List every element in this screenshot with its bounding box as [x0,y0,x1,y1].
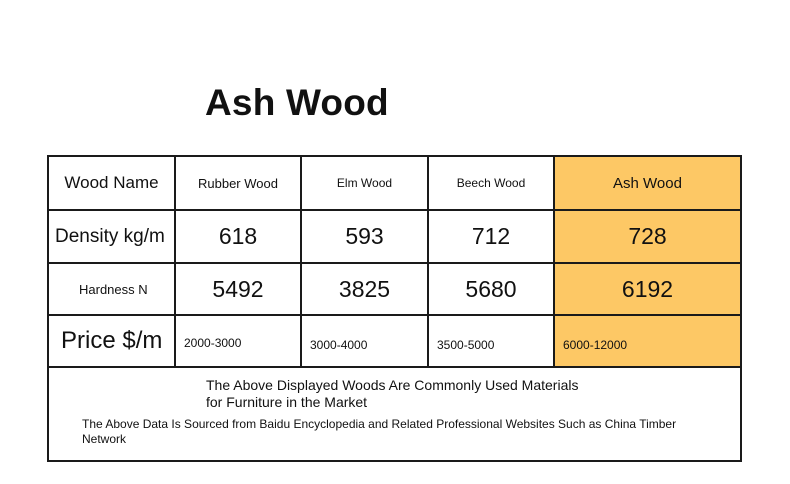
row-header-price: Price $/m [49,316,176,368]
source-note: The Above Data Is Sourced from Baidu Encyclopedia and Related Professional Websites Such as China Timber Network [82,417,677,446]
column-header-beech-wood: Beech Wood [429,157,555,211]
density-rubber-wood: 618 [176,211,302,264]
density-elm-wood: 593 [302,211,429,264]
price-beech-wood: 3500-5000 [429,316,555,368]
table-footer [49,368,740,460]
furniture-note: The Above Displayed Woods Are Commonly Used Materials for Furniture in the Market [206,377,579,410]
column-header-elm-wood: Elm Wood [302,157,429,211]
price-ash-wood: 6000-12000 [555,316,740,368]
density-beech-wood: 712 [429,211,555,264]
row-header-density: Density kg/m [49,211,176,264]
wood-comparison-table [47,155,742,462]
density-ash-wood: 728 [555,211,740,264]
page-title: Ash Wood [205,82,389,123]
hardness-elm-wood: 3825 [302,264,429,316]
row-header-wood-name: Wood Name [49,157,176,211]
hardness-ash-wood: 6192 [555,264,740,316]
column-header-rubber-wood: Rubber Wood [176,157,302,211]
price-elm-wood: 3000-4000 [302,316,429,368]
row-header-hardness: Hardness N [49,264,176,316]
hardness-rubber-wood: 5492 [176,264,302,316]
price-rubber-wood: 2000-3000 [176,316,302,368]
column-header-ash-wood: Ash Wood [555,157,740,211]
hardness-beech-wood: 5680 [429,264,555,316]
